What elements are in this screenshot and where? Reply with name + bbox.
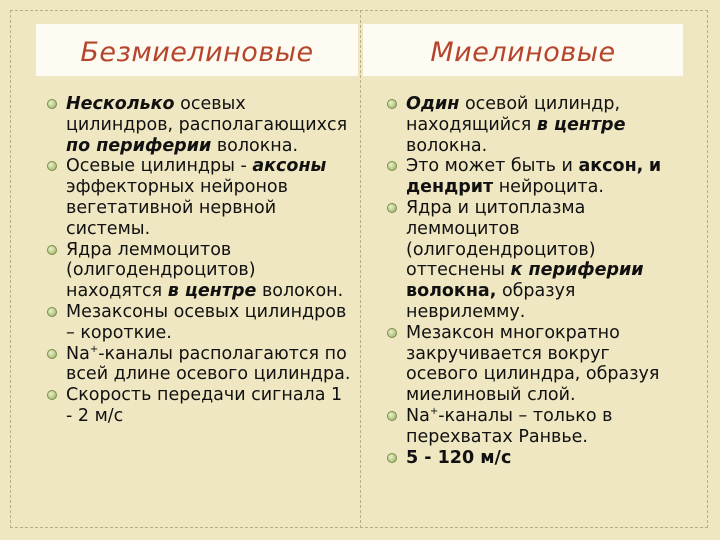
text: нейроцита. — [493, 177, 604, 198]
emphasis: волокна, — [406, 281, 497, 302]
header-unmyelinated — [36, 24, 358, 76]
text: волокон. — [256, 281, 344, 302]
myelinated-list — [386, 94, 686, 468]
emphasis: Несколько — [66, 94, 175, 114]
superscript: + — [89, 343, 99, 355]
emphasis: аксоны — [252, 156, 327, 177]
text: Na — [406, 405, 430, 426]
bullet-icon — [387, 328, 397, 338]
text: -каналы располагаются по всей длине осевого цилиндра. — [66, 343, 351, 385]
header-myelinated — [363, 24, 683, 76]
bullet-icon — [47, 349, 57, 359]
emphasis: Один — [406, 94, 460, 114]
bullet-icon — [387, 161, 397, 171]
text: волокна. — [406, 135, 488, 156]
bullet-icon — [47, 307, 57, 317]
emphasis: по периферии — [66, 135, 212, 156]
header-myelinated-label: Миелиновые — [430, 36, 616, 68]
bullet-icon — [387, 99, 397, 109]
emphasis: и дендрит — [406, 156, 662, 198]
list-item — [46, 156, 351, 239]
bullet-icon — [387, 203, 397, 213]
list-item — [46, 344, 351, 386]
bullet-icon — [47, 99, 57, 109]
list-item — [46, 302, 351, 344]
text: эффекторных нейронов вегетативной нервной системы. — [66, 177, 288, 239]
bullet-icon — [387, 411, 397, 421]
text: образуя неврилемму. — [406, 281, 576, 322]
list-item — [386, 406, 686, 448]
text: Скорость передачи сигнала 1 - 2 м/с — [66, 385, 343, 426]
list-item — [386, 156, 686, 198]
emphasis: в центре — [167, 281, 257, 302]
text: Это может быть и — [406, 156, 579, 177]
bullet-icon — [387, 453, 397, 463]
header-unmyelinated-label: Безмиелиновые — [80, 36, 314, 68]
text: Мезаксоны осевых цилиндров – короткие. — [66, 301, 347, 343]
text: Ядра и цитоплазма леммоцитов (олигодендроцитов) оттеснены — [406, 197, 596, 281]
list-item — [386, 448, 686, 469]
list-item — [386, 323, 686, 406]
text: волокна. — [211, 135, 299, 156]
emphasis: к периферии — [510, 260, 644, 281]
list-item — [46, 240, 351, 302]
bullet-icon — [47, 161, 57, 171]
column-divider — [360, 10, 361, 528]
unmyelinated-list — [46, 94, 351, 427]
text: Na — [66, 343, 90, 364]
list-item — [46, 94, 351, 156]
emphasis: в центре — [536, 114, 626, 135]
emphasis: аксон, — [578, 156, 644, 177]
list-item — [46, 385, 351, 427]
text: -каналы – только в перехватах Ранвье. — [406, 405, 613, 447]
bullet-icon — [47, 245, 57, 255]
text: Осевые цилиндры - — [66, 156, 253, 177]
text: Мезаксон многократно закручивается вокруг осевого цилиндра, образуя миелиновый слой. — [406, 322, 660, 406]
list-item — [386, 198, 686, 323]
list-item — [386, 94, 686, 156]
superscript: + — [429, 406, 439, 418]
emphasis: 5 - 120 м/с — [406, 447, 512, 468]
text: осевых цилиндров, располагающихся — [66, 94, 348, 135]
bullet-icon — [47, 390, 57, 400]
text: Ядра леммоцитов (олигодендроцитов) находятся — [66, 239, 256, 302]
text: осевой цилиндр, находящийся — [406, 94, 621, 135]
